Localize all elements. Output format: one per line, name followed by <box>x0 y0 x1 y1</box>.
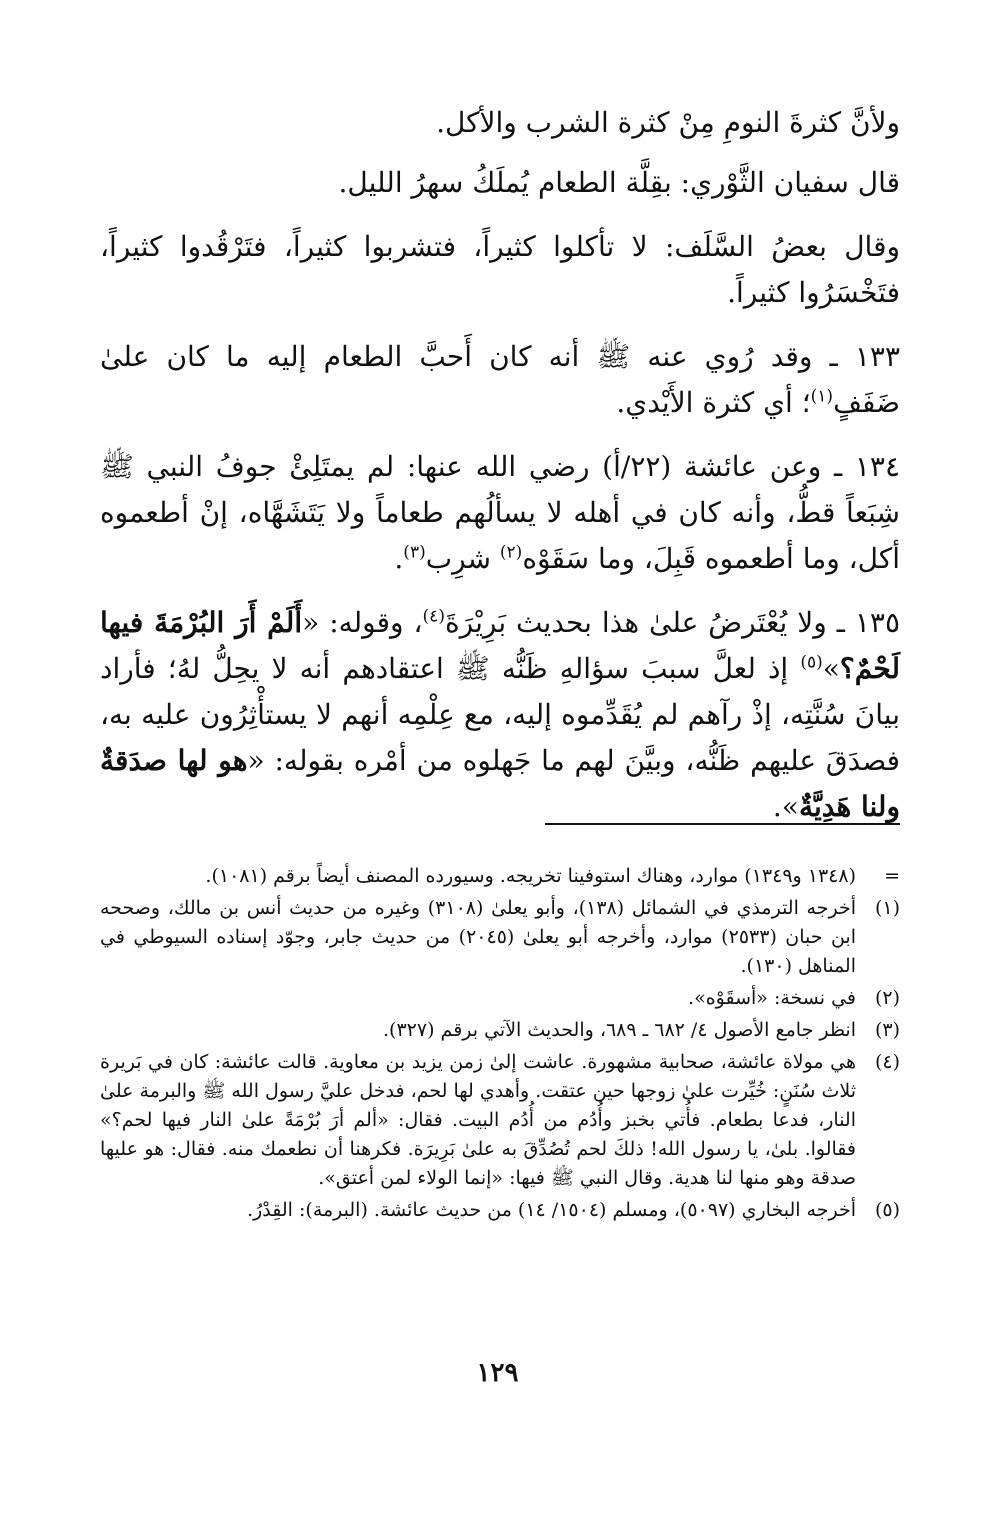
footnote-4 <box>100 1048 900 1193</box>
paragraph-135-text-b: ، وقوله: « <box>302 606 423 639</box>
footnote-ref-1: (١) <box>810 386 834 407</box>
paragraph-2: قال سفيان الثَّوْري: بقِلَّة الطعام يُملَكُ سهرُ الليل. <box>338 166 900 199</box>
footnote-number: (٣) <box>874 1019 900 1041</box>
footnote-ref-2: (٢) <box>499 542 523 563</box>
footnote-2 <box>100 984 900 1013</box>
footnote-text: أخرجه البخاري (٥٠٩٧)، ومسلم (١٥٠٤/ ١٤) من حديث عائشة. (البرمة): القِدْرُ. <box>247 1199 856 1221</box>
footnote-number: (٤) <box>874 1051 900 1073</box>
footnote-divider <box>545 823 900 825</box>
footnotes <box>100 862 900 1228</box>
footnote-ref-5: (٥) <box>800 652 823 673</box>
page-number: ١٢٩ <box>476 1358 519 1388</box>
paragraph-135 <box>100 600 900 830</box>
paragraph-134 <box>100 444 900 582</box>
footnote-text: في نسخة: «أسقَوْه». <box>688 987 856 1009</box>
footnote-text: أخرجه الترمذي في الشمائل (١٣٨)، وأبو يعلىٰ (٣١٠٨) وغيره من حديث أنس بن مالك، وصححه ابن حبان (٢٥٣٣) موارد، وأخرجه أبو يعلىٰ (٢٠٤٥) من حديث جابر، وجوّد إسناده السيوطي في المناهل (١٣٠). <box>100 897 856 977</box>
footnote-5 <box>100 1196 900 1225</box>
footnote-number: = <box>884 865 900 887</box>
paragraph-134-text-c: . <box>394 542 404 575</box>
footnote-number: (٢) <box>874 987 900 1009</box>
footnote-text: (١٣٤٨ و١٣٤٩) موارد، وهناك استوفينا تخريجه. وسيورده المصنف أيضاً برقم (١٠٨١). <box>205 865 856 887</box>
paragraph-135-text-d: إذ لعلَّ سببَ سؤالهِ ظَنُّه ﷺ اعتقادهم أنه لا يحِلُّ لهُ؛ فأراد بيانَ سُنَّتِه، إذْ رآهم لم يُقَدِّموه إليه، مع عِلْمِه أنهم لا يستأْثِرُون عليه به، فصدَقَ عليهم ظَنُّه، وبيَّنَ لهم ما جَهلوه من أمْره بقوله: « <box>100 652 900 777</box>
paragraph-134-text-a: ١٣٤ ـ وعن عائشة (٢٢/أ) رضي الله عنها: لم يمتَلِئْ جوفُ النبي ﷺ شِبَعاً قطُّ، وأنه كان في أهله لا يسألُهم طعاماً ولا يَتَشَهَّاه، إنْ أطعموه أكل، وما أطعموه قَبِلَ، وما سَقَوْه <box>100 450 901 575</box>
paragraph-135-text-e: ». <box>772 790 799 823</box>
footnote-ref-3: (٣) <box>403 542 426 563</box>
footnote-ref-4: (٤) <box>422 606 445 627</box>
footnote-text: انظر جامع الأصول ٤/ ٦٨٢ ـ ٦٨٩، والحديث الآتي برقم (٣٢٧). <box>383 1019 856 1041</box>
paragraph-133-text-b: ؛ أي كثرة الأَيْدي. <box>616 386 811 419</box>
hadith-quote-1: أَلَمْ أَرَ البُرْمَةَ فيها لَحْمٌ؟ <box>100 606 900 685</box>
paragraph-1: ولأنَّ كثرةَ النومِ مِنْ كثرة الشرب والأكل. <box>436 106 900 139</box>
paragraph-135-text-c: » <box>822 652 840 685</box>
paragraph-3: وقال بعضُ السَّلَف: لا تأكلوا كثيراً، فتشربوا كثيراً، فتَرْقُدوا كثيراً، فتَخْسَرُوا كثيراً. <box>100 230 900 309</box>
paragraph-133-text-a: ١٣٣ ـ وقد رُوي عنه ﷺ أنه كان أَحبَّ الطعام إليه ما كان علىٰ ضَفَفٍ <box>100 340 900 419</box>
hadith-quote-2: هو لها صدَقةٌ ولنا هَدِيَّةٌ <box>100 744 900 823</box>
paragraph-134-text-b: شرِب <box>425 542 500 575</box>
footnote-number: (٥) <box>874 1199 900 1221</box>
footnote-continuation <box>100 862 900 891</box>
paragraph-135-text-a: ١٣٥ ـ ولا يُعْتَرضُ علىٰ هذا بحديث بَرِيْرَةَ <box>444 606 900 639</box>
footnote-3 <box>100 1016 900 1045</box>
footnote-text: هي مولاة عائشة، صحابية مشهورة. عاشت إلىٰ زمن يزيد بن معاوية. قالت عائشة: كان في بَريرة ثلاث سُنَنٍ: خُيِّرت علىٰ زوجها حين عتقت. وأهدي لها لحم، فدخل عليَّ رسول الله ﷺ والبرمة علىٰ النار، فدعا بطعام. فأُتي بخبز وأُدُم من أُدُم البيت. فقال: «ألم أرَ بُرْمَةً علىٰ النار فيها لحم؟» فقالوا. بلىٰ، يا رسول الله! ذلكَ لحم تُصُدِّقَ به علىٰ بَرِيرَة. فكرهنا أن نطعمك منه. فقال: هو عليها صدقة وهو منها لنا هدية. وقال النبي ﷺ فيها: «إنما الولاء لمن أعتق». <box>100 1051 856 1189</box>
footnote-1 <box>100 894 900 981</box>
footnote-number: (١) <box>874 897 900 919</box>
paragraph-133 <box>100 334 900 426</box>
main-text <box>100 100 900 848</box>
